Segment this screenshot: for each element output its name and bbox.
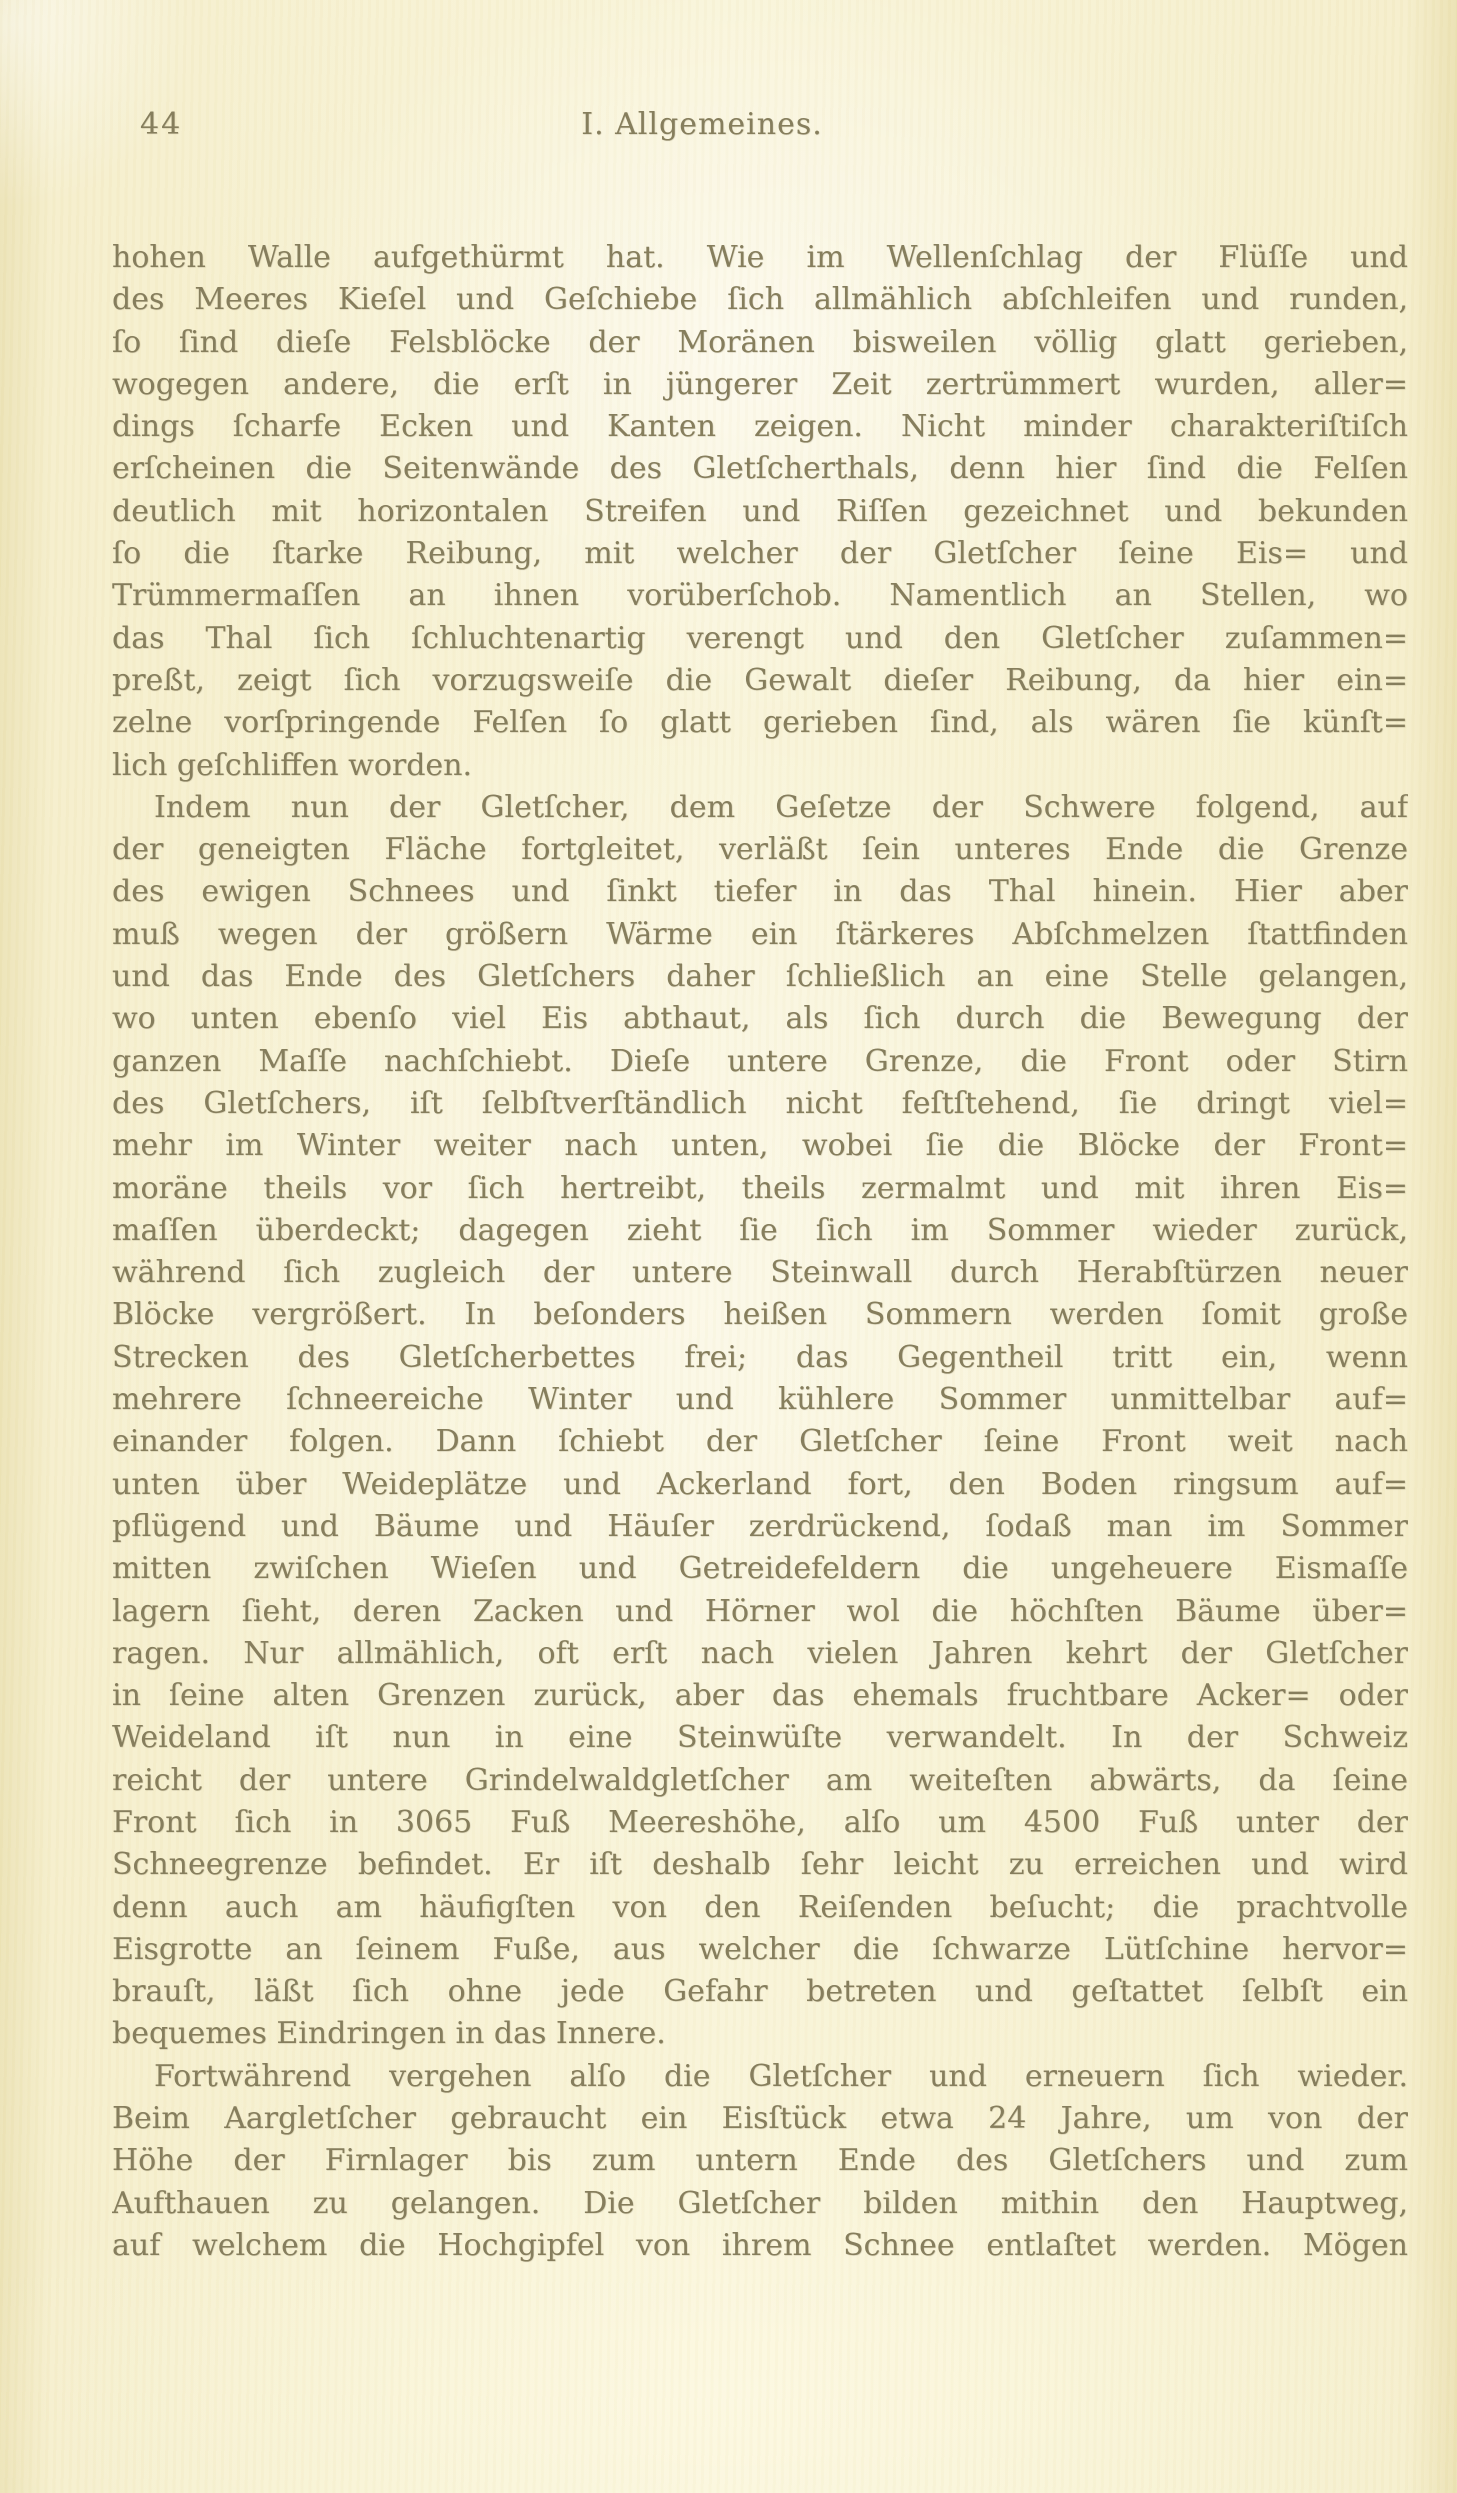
text-line: das Thal ſich ſchluchtenartig verengt und den Gletſcher zuſammen= <box>112 620 1408 656</box>
text-line: des Meeres Kieſel und Geſchiebe ſich allmählich abſchleifen und runden, <box>112 282 1408 318</box>
text-line: des ewigen Schnees und ſinkt tiefer in das Thal hinein. Hier aber <box>112 874 1408 910</box>
text-line: ſo ſind dieſe Felsblöcke der Moränen bisweilen völlig glatt gerieben, <box>112 324 1408 360</box>
text-line: mehrere ſchneereiche Winter und kühlere Sommer unmittelbar auf= <box>112 1382 1408 1418</box>
text-line: auf welchem die Hochgipfel von ihrem Schnee entlaſtet werden. Mögen <box>112 2227 1408 2263</box>
paragraph-2 <box>112 787 1408 2056</box>
text-line: moräne theils vor ſich hertreibt, theils zermalmt und mit ihren Eis= <box>112 1170 1408 1206</box>
text-line: und das Ende des Gletſchers daher ſchließlich an eine Stelle gelangen, <box>112 959 1408 995</box>
text-line: brauſt, läßt ſich ohne jede Gefahr betreten und geſtattet ſelbſt ein <box>112 1974 1408 2010</box>
body-text <box>112 237 1408 2267</box>
text-line: mitten zwiſchen Wieſen und Getreidefeldern die ungeheuere Eismaſſe <box>112 1551 1408 1587</box>
text-line: Blöcke vergrößert. In beſonders heißen Sommern werden ſomit große <box>112 1297 1408 1333</box>
text-line: lich geſchliffen worden. <box>112 747 473 783</box>
text-line: in ſeine alten Grenzen zurück, aber das ehemals fruchtbare Acker= oder <box>112 1678 1408 1714</box>
text-line: reicht der untere Grindelwaldgletſcher am weiteſten abwärts, da ſeine <box>112 1762 1408 1798</box>
text-line: einander folgen. Dann ſchiebt der Gletſcher ſeine Front weit nach <box>112 1424 1408 1460</box>
text-line: ſo die ſtarke Reibung, mit welcher der Gletſcher ſeine Eis= und <box>112 536 1408 572</box>
page-number: 44 <box>140 107 183 142</box>
text-line: mehr im Winter weiter nach unten, wobei ſie die Blöcke der Front= <box>112 1128 1408 1164</box>
text-line: Strecken des Gletſcherbettes frei; das Gegentheil tritt ein, wenn <box>112 1339 1408 1375</box>
text-line: pflügend und Bäume und Häuſer zerdrückend, ſodaß man im Sommer <box>112 1508 1408 1544</box>
text-line: Fortwährend vergehen alſo die Gletſcher und erneuern ſich wieder. <box>154 2058 1408 2094</box>
text-line: Trümmermaſſen an ihnen vorüberſchob. Namentlich an Stellen, wo <box>112 578 1408 614</box>
text-line: ragen. Nur allmählich, oft erſt nach vielen Jahren kehrt der Gletſcher <box>112 1635 1408 1671</box>
text-line: unten über Weideplätze und Ackerland fort, den Boden ringsum auf= <box>112 1466 1408 1502</box>
text-line: Schneegrenze befindet. Er iſt deshalb ſehr leicht zu erreichen und wird <box>112 1847 1408 1883</box>
text-line: Eisgrotte an ſeinem Fuße, aus welcher die ſchwarze Lütſchine hervor= <box>112 1931 1408 1967</box>
text-line: Aufthauen zu gelangen. Die Gletſcher bilden mithin den Hauptweg, <box>112 2185 1408 2221</box>
text-line: preßt, zeigt ſich vorzugsweiſe die Gewalt dieſer Reibung, da hier ein= <box>112 662 1408 698</box>
text-line: Weideland iſt nun in eine Steinwüſte verwandelt. In der Schweiz <box>112 1720 1408 1756</box>
text-line: dings ſcharfe Ecken und Kanten zeigen. Nicht minder charakteriſtiſch <box>112 409 1408 445</box>
paragraph-1 <box>112 237 1408 787</box>
text-line: muß wegen der größern Wärme ein ſtärkeres Abſchmelzen ſtattfinden <box>112 916 1408 952</box>
running-title: I. Allgemeines. <box>581 107 823 142</box>
text-line: maſſen überdeckt; dagegen zieht ſie ſich im Sommer wieder zurück, <box>112 1212 1408 1248</box>
text-line: der geneigten Fläche fortgleitet, verläßt ſein unteres Ende die Grenze <box>112 832 1408 868</box>
page-header <box>112 103 1407 147</box>
text-line: wo unten ebenſo viel Eis abthaut, als ſich durch die Bewegung der <box>112 1001 1408 1037</box>
text-line: während ſich zugleich der untere Steinwall durch Herabſtürzen neuer <box>112 1255 1408 1291</box>
text-line: zelne vorſpringende Felſen ſo glatt gerieben ſind, als wären ſie künſt= <box>112 705 1408 741</box>
text-line: Indem nun der Gletſcher, dem Geſetze der Schwere folgend, auf <box>154 789 1408 825</box>
text-line: Beim Aargletſcher gebraucht ein Eisſtück etwa 24 Jahre, um von der <box>112 2101 1408 2137</box>
text-line: lagern ſieht, deren Zacken und Hörner wol die höchſten Bäume über= <box>112 1593 1408 1629</box>
text-line: Höhe der Firnlager bis zum untern Ende des Gletſchers und zum <box>112 2143 1408 2179</box>
paragraph-3 <box>112 2056 1408 2267</box>
text-line: ganzen Maſſe nachſchiebt. Dieſe untere Grenze, die Front oder Stirn <box>112 1043 1408 1079</box>
text-line: erſcheinen die Seitenwände des Gletſcherthals, denn hier ſind die Felſen <box>112 451 1408 487</box>
text-line: des Gletſchers, iſt ſelbſtverſtändlich nicht feſtſtehend, ſie dringt viel= <box>112 1085 1408 1121</box>
text-line: deutlich mit horizontalen Streifen und Riſſen gezeichnet und bekunden <box>112 493 1408 529</box>
text-line: Front ſich in 3065 Fuß Meereshöhe, alſo um 4500 Fuß unter der <box>112 1804 1408 1840</box>
text-line: denn auch am häufigſten von den Reiſenden beſucht; die prachtvolle <box>112 1889 1408 1925</box>
text-line: bequemes Eindringen in das Innere. <box>112 2016 666 2052</box>
text-line: hohen Walle aufgethürmt hat. Wie im Wellenſchlag der Flüſſe und <box>112 240 1408 275</box>
text-line: wogegen andere, die erſt in jüngerer Zeit zertrümmert wurden, aller= <box>112 366 1408 402</box>
